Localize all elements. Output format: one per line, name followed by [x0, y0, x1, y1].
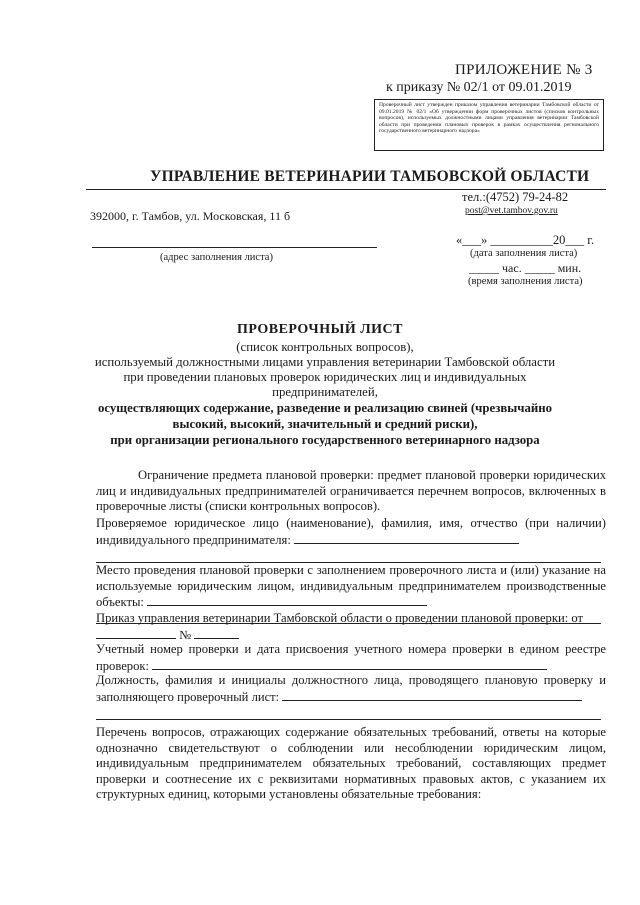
doc-line-2: при проведении плановых проверок юридических лиц и индивидуальных [123, 370, 527, 384]
org-phone: тел.:(4752) 79-24-82 [462, 190, 569, 204]
paragraph-place-text: Место проведения плановой проверки с заполнением проверочного листа и (или) указание на используемые юридическим лицом, индивидуальным предпринимателем производственные объекты: [96, 563, 606, 610]
order-number-fill [194, 627, 239, 639]
address-caption: (адрес заполнения листа) [160, 252, 273, 263]
paragraph-limit: Ограничение предмета плановой проверки: предмет плановой проверки юридических лиц и индивидуальных предпринимателей ограничивается перечнем вопросов, включенных в проверочные листы (списки контрольных вопросов). [96, 468, 606, 514]
date-caption: (дата заполнения листа) [470, 248, 578, 259]
org-email: post@vet.tambov.gov.ru [465, 206, 558, 216]
paragraph-inspector [96, 673, 606, 705]
paragraph-account-text: Учетный номер проверки и дата присвоения учетного номера проверки в едином реестре проверок: [96, 642, 606, 673]
time-caption: (время заполнения листа) [468, 276, 583, 287]
account-fill-line [152, 658, 547, 670]
doc-bold-3: при организации регионального государственного ветеринарного надзора [110, 433, 540, 447]
paragraph-account [96, 642, 606, 674]
appendix-order: к приказу № 02/1 от 09.01.2019 [386, 80, 572, 95]
paragraph-entity [96, 516, 606, 548]
org-name: УПРАВЛЕНИЕ ВЕТЕРИНАРИИ ТАМБОВСКОЙ ОБЛАСТИ [150, 168, 590, 185]
paragraph-list: Перечень вопросов, отражающих содержание обязательных требований, ответы на которые однозначно свидетельствуют о соблюдении или несоблюдении юридическим лицом, индивидуальным предпринимателем обязательных требований, составляющих предмет проверки и соотнесение их с реквизитами нормативных правовых актов, с указанием их структурных единиц, которыми установлены обязательные требования: [96, 725, 606, 802]
paragraph-place [96, 563, 606, 611]
date-fill-line: «___» __________20___ г. [456, 233, 595, 247]
order-number-label: № [179, 627, 192, 642]
paragraph-order-text: Приказ управления ветеринарии Тамбовской области о проведении плановой проверки: от [96, 611, 583, 625]
doc-bold-1: осуществляющих содержание, разведение и реализацию свиней (чрезвычайно [97, 401, 553, 415]
doc-bold-2: высокий, высокий, значительный и средний риски), [172, 417, 478, 431]
approval-stamp: Проверочный лист утвержден приказом управления ветеринарии Тамбовской области от 09.01.2019 № 02/1 «Об утверждении форм проверочных листов (списков контрольных вопросов), используемых должностными лицами управления ветеринарии Тамбовской области при проведении плановых проверок в рамках осуществления регионального государственного ветеринарного надзора» [374, 99, 604, 151]
doc-line-3: предпринимателей, [272, 385, 378, 399]
inspector-fill-line-2 [96, 719, 601, 720]
paragraph-inspector-text: Должность, фамилия и инициалы должностного лица, проводящего плановую проверку и заполняющего проверочный лист: [96, 673, 606, 704]
address-fill-line [92, 247, 377, 248]
inspector-fill-line [282, 689, 582, 701]
paragraph-entity-text: Проверяемое юридическое лицо (наименование), фамилия, имя, отчество (при наличии) индивидуального предпринимателя: [96, 516, 606, 547]
entity-fill-line [294, 532, 519, 544]
doc-subtitle: (список контрольных вопросов), [236, 340, 414, 354]
paragraph-order [96, 611, 606, 643]
place-fill-line [147, 594, 427, 606]
doc-line-1: используемый должностными лицами управления ветеринарии Тамбовской области [94, 355, 556, 369]
order-date-fill [96, 627, 176, 639]
org-address: 392000, г. Тамбов, ул. Московская, 11 б [90, 209, 291, 223]
doc-title: ПРОВЕРОЧНЫЙ ЛИСТ [236, 322, 403, 337]
appendix-title: ПРИЛОЖЕНИЕ № 3 [455, 62, 593, 78]
time-fill-line: _____ час. _____ мин. [469, 261, 582, 275]
